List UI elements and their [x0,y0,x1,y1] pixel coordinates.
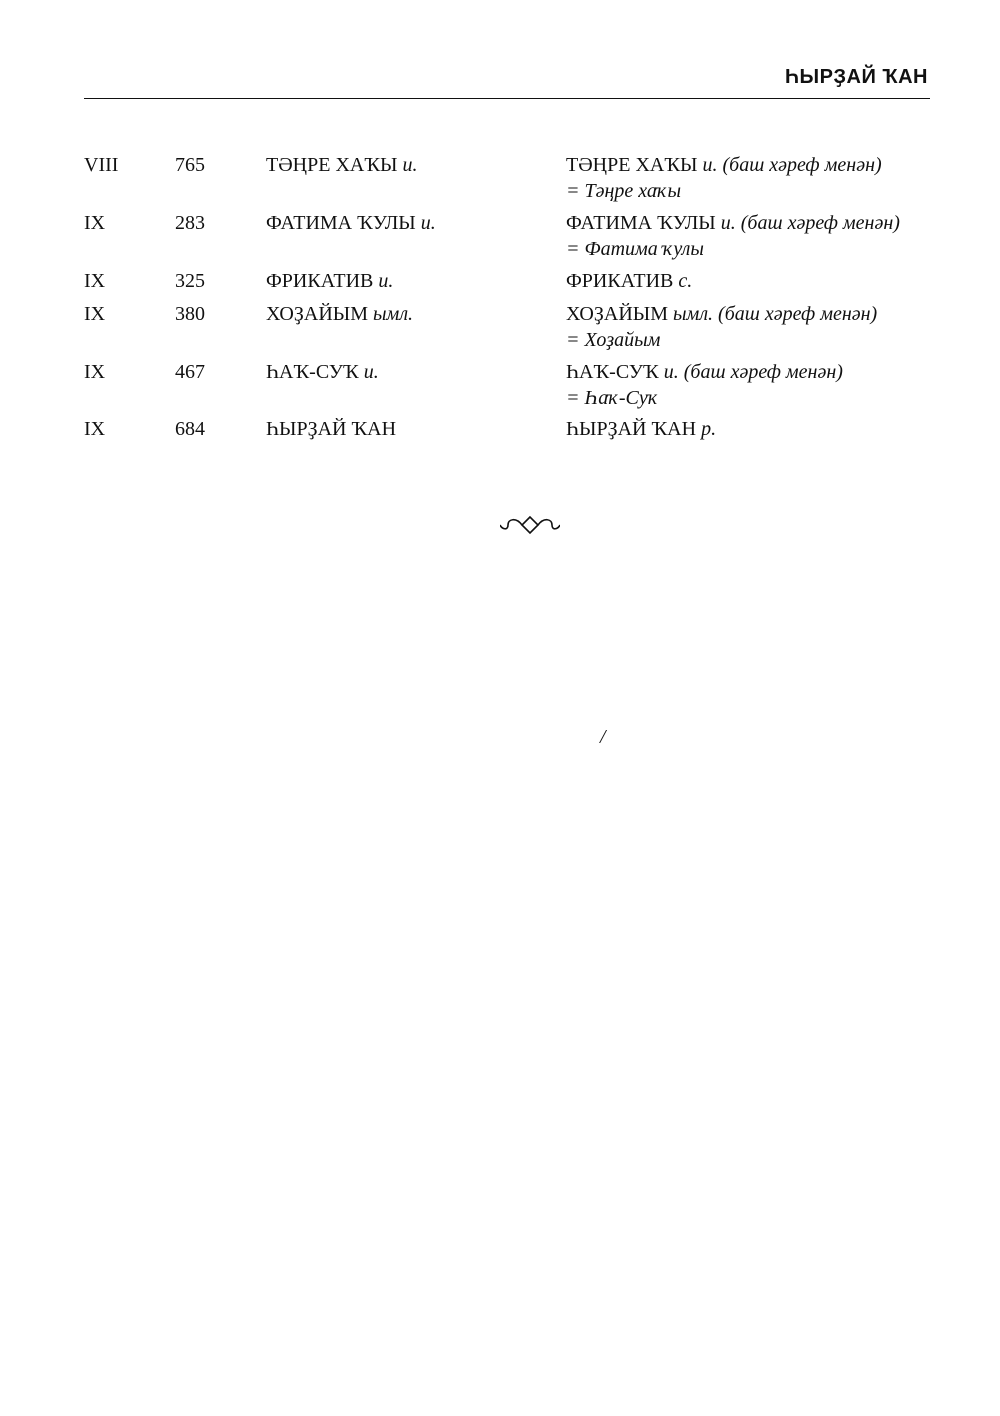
volume-cell: IX [84,303,106,325]
running-head: ҺЫРҘАЙ ҠАН [785,66,928,88]
page-cell: 684 [175,418,205,440]
printed-cell [266,359,379,385]
printed-term: ҺЫРҘАЙ ҠАН [266,418,397,440]
fleuron-ornament-icon [500,513,560,537]
correct-cell [566,210,900,262]
correct-form: = Һаҡ-Суҡ [566,387,659,409]
printed-mark: и. [415,212,436,234]
volume-cell: VIII [84,154,119,176]
correct-form: = Фатима ҡулы [566,238,704,260]
printed-mark: и. [397,154,418,176]
printed-cell [266,268,393,294]
correct-cell [566,416,716,442]
page-cell: 283 [175,212,205,234]
volume-cell: IX [84,212,106,234]
correct-term: ХОҘАЙЫМ [566,303,669,325]
table-row [84,359,930,416]
stray-mark: / [600,726,606,748]
correct-mark: и. (баш хәреф менән) [715,212,900,234]
correct-mark: ымл. (баш хәреф менән) [668,303,878,325]
printed-term: ФРИКАТИВ [266,270,374,292]
printed-term: ХОҘАЙЫМ [266,303,369,325]
table-row [84,152,930,210]
correct-term: ФРИКАТИВ [566,270,674,292]
correct-term: ТӘҢРЕ ХАҠЫ [566,154,698,176]
correct-mark: с. [673,270,693,292]
printed-term: ҺАҠ-СУҠ [266,361,359,383]
correct-term: ФАТИМА ҠУЛЫ [566,212,716,234]
table-row [84,210,930,268]
volume-cell: IX [84,361,106,383]
volume-cell: IX [84,418,106,440]
table-row [84,301,930,359]
correct-mark: и. (баш хәреф менән) [658,361,843,383]
correct-cell [566,152,882,204]
page-cell: 325 [175,270,205,292]
printed-cell [266,416,396,442]
volume-cell: IX [84,270,106,292]
correct-cell [566,268,692,294]
correct-form: = Хоҙайым [566,329,661,351]
printed-term: ФАТИМА ҠУЛЫ [266,212,416,234]
correct-mark: и. (баш хәреф менән) [697,154,882,176]
printed-cell [266,210,436,236]
page-cell: 467 [175,361,205,383]
printed-cell [266,152,417,178]
printed-mark: и. [373,270,394,292]
errata-table [84,152,930,446]
page-cell: 765 [175,154,205,176]
printed-mark: ымл. [368,303,414,325]
correct-mark: р. [696,418,717,440]
correct-term: ҺЫРҘАЙ ҠАН [566,418,697,440]
printed-mark: и. [358,361,379,383]
table-row [84,416,930,446]
correct-term: ҺАҠ-СУҠ [566,361,659,383]
correct-cell [566,301,877,353]
printed-cell [266,301,413,327]
header-rule [84,98,930,99]
page-cell: 380 [175,303,205,325]
table-row [84,268,930,301]
correct-form: = Тәңре хаҡы [566,180,681,202]
correct-cell [566,359,843,411]
printed-term: ТӘҢРЕ ХАҠЫ [266,154,398,176]
